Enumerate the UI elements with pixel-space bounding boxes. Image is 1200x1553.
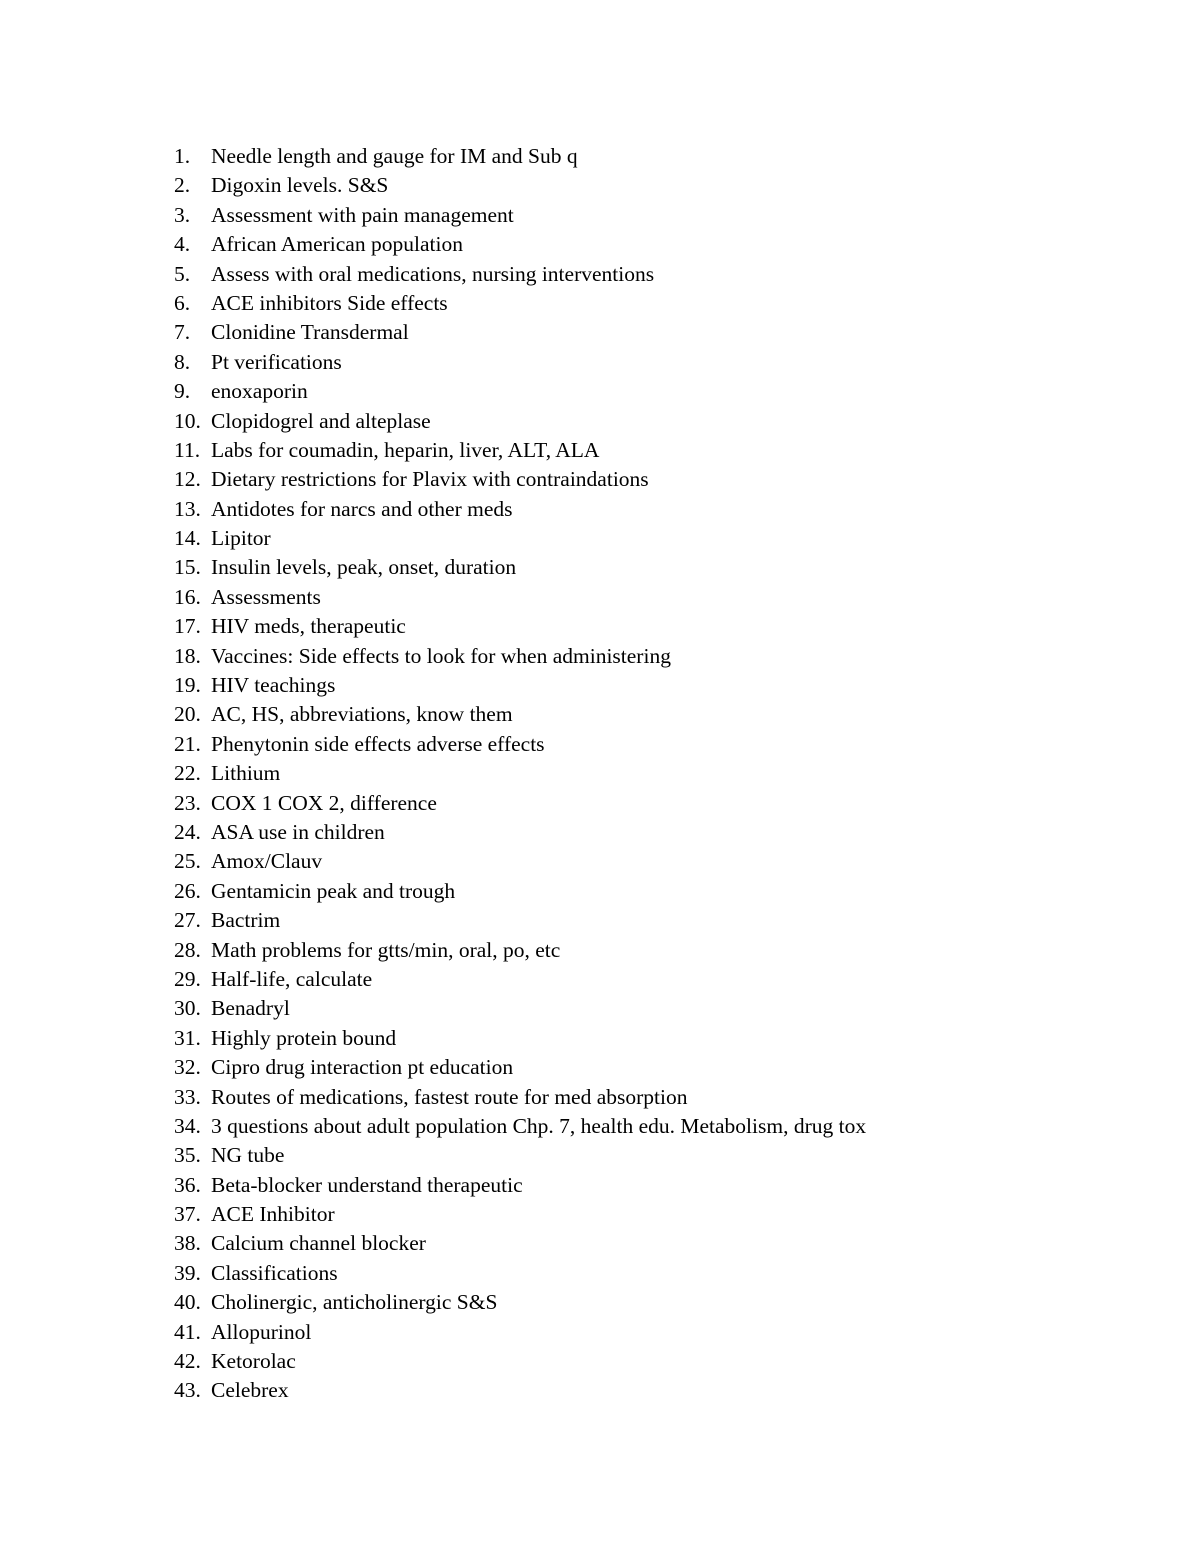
list-item xyxy=(174,377,866,406)
list-item-text: Assessments xyxy=(211,584,321,609)
list-item-number: 23. xyxy=(174,790,201,815)
list-item-text: HIV meds, therapeutic xyxy=(211,614,406,639)
list-item xyxy=(174,759,866,788)
list-item-text: Insulin levels, peak, onset, duration xyxy=(211,555,517,580)
list-item-text: ASA use in children xyxy=(211,819,385,844)
list-item xyxy=(174,289,866,318)
list-item xyxy=(174,847,866,876)
list-item xyxy=(174,524,866,553)
list-item-text: Beta-blocker understand therapeutic xyxy=(211,1172,523,1197)
list-item-text: ACE Inhibitor xyxy=(211,1202,335,1227)
list-item-number: 14. xyxy=(174,526,201,551)
list-item-text: Classifications xyxy=(211,1260,338,1285)
list-item xyxy=(174,1024,866,1053)
list-item-text: African American population xyxy=(211,232,463,257)
list-item-number: 9. xyxy=(174,379,191,404)
list-item-number: 21. xyxy=(174,731,201,756)
list-item xyxy=(174,1171,866,1200)
list-item xyxy=(174,318,866,347)
list-item-number: 25. xyxy=(174,849,201,874)
list-item xyxy=(174,906,866,935)
list-item-number: 36. xyxy=(174,1172,201,1197)
list-item-number: 7. xyxy=(174,320,191,345)
list-item xyxy=(174,171,866,200)
list-item-number: 4. xyxy=(174,232,191,257)
list-item xyxy=(174,436,866,465)
list-item-text: Benadryl xyxy=(211,996,290,1021)
list-item-text: Cholinergic, anticholinergic S&S xyxy=(211,1290,498,1315)
list-item xyxy=(174,1200,866,1229)
list-item-text: Routes of medications, fastest route for med absorption xyxy=(211,1084,688,1109)
list-item-number: 20. xyxy=(174,702,201,727)
list-item xyxy=(174,818,866,847)
list-item xyxy=(174,1347,866,1376)
list-item-number: 31. xyxy=(174,1025,201,1050)
list-item xyxy=(174,877,866,906)
list-item-number: 17. xyxy=(174,614,201,639)
list-item-number: 40. xyxy=(174,1290,201,1315)
list-item-text: Half-life, calculate xyxy=(211,966,373,991)
list-item-number: 41. xyxy=(174,1319,201,1344)
list-item xyxy=(174,1229,866,1258)
list-item xyxy=(174,1376,866,1405)
list-item-text: Lithium xyxy=(211,761,281,786)
list-item-text: Gentamicin peak and trough xyxy=(211,878,456,903)
list-item-text: Pt verifications xyxy=(211,349,342,374)
list-item-number: 2. xyxy=(174,173,191,198)
list-item xyxy=(174,642,866,671)
list-item-number: 8. xyxy=(174,349,191,374)
list-item-text: Needle length and gauge for IM and Sub q xyxy=(211,144,578,168)
list-item xyxy=(174,1318,866,1347)
list-item-number: 15. xyxy=(174,555,201,580)
list-item-text: HIV teachings xyxy=(211,673,336,698)
list-item-text: Dietary restrictions for Plavix with contraindations xyxy=(211,467,649,492)
list-item-number: 1. xyxy=(174,144,191,168)
list-item-number: 11. xyxy=(174,437,201,462)
list-item xyxy=(174,407,866,436)
list-item-number: 10. xyxy=(174,408,201,433)
list-item-text: Lipitor xyxy=(211,526,271,551)
list-item-text: Vaccines: Side effects to look for when administering xyxy=(211,643,671,668)
list-item xyxy=(174,965,866,994)
list-item-text: ACE inhibitors Side effects xyxy=(211,290,448,315)
list-item-number: 28. xyxy=(174,937,201,962)
list-item xyxy=(174,495,866,524)
list-item-text: Celebrex xyxy=(211,1378,289,1403)
list-item-number: 3. xyxy=(174,202,191,227)
list-item xyxy=(174,553,866,582)
list-item-text: Cipro drug interaction pt education xyxy=(211,1055,514,1080)
list-item-number: 29. xyxy=(174,966,201,991)
list-item-text: Math problems for gtts/min, oral, po, etc xyxy=(211,937,561,962)
list-item-number: 32. xyxy=(174,1055,201,1080)
list-item-number: 27. xyxy=(174,908,201,933)
list-item xyxy=(174,465,866,494)
list-item-text: enoxaporin xyxy=(211,379,308,404)
list-item-number: 22. xyxy=(174,761,201,786)
list-item xyxy=(174,583,866,612)
list-item xyxy=(174,994,866,1023)
list-item xyxy=(174,700,866,729)
list-item xyxy=(174,348,866,377)
list-item-number: 18. xyxy=(174,643,201,668)
list-item-number: 16. xyxy=(174,584,201,609)
list-item xyxy=(174,1141,866,1170)
list-item-text: Bactrim xyxy=(211,908,281,933)
list-item-number: 30. xyxy=(174,996,201,1021)
study-topic-list xyxy=(174,142,866,1406)
list-item xyxy=(174,1259,866,1288)
list-item-number: 12. xyxy=(174,467,201,492)
list-item-text: Digoxin levels. S&S xyxy=(211,173,389,198)
list-item-text: NG tube xyxy=(211,1143,285,1168)
list-item-number: 35. xyxy=(174,1143,201,1168)
list-item xyxy=(174,201,866,230)
list-item xyxy=(174,1288,866,1317)
list-item-number: 33. xyxy=(174,1084,201,1109)
list-item xyxy=(174,1053,866,1082)
list-item-text: Assess with oral medications, nursing interventions xyxy=(211,261,655,286)
list-item xyxy=(174,230,866,259)
list-item-number: 37. xyxy=(174,1202,201,1227)
list-item-text: 3 questions about adult population Chp. 7, health edu. Metabolism, drug tox xyxy=(211,1113,867,1138)
list-item-text: Clonidine Transdermal xyxy=(211,320,409,345)
list-item-number: 24. xyxy=(174,819,201,844)
list-item-text: Allopurinol xyxy=(211,1319,312,1344)
list-item-number: 42. xyxy=(174,1349,201,1374)
list-item-number: 13. xyxy=(174,496,201,521)
list-item-number: 6. xyxy=(174,290,191,315)
list-item-text: Calcium channel blocker xyxy=(211,1231,426,1256)
list-item-text: Labs for coumadin, heparin, liver, ALT, ALA xyxy=(211,437,600,462)
list-item xyxy=(174,1112,866,1141)
list-item-text: AC, HS, abbreviations, know them xyxy=(211,702,513,727)
list-item xyxy=(174,612,866,641)
list-item-text: Clopidogrel and alteplase xyxy=(211,408,431,433)
list-item-number: 34. xyxy=(174,1113,201,1138)
list-item xyxy=(174,730,866,759)
list-item-number: 19. xyxy=(174,673,201,698)
list-item-number: 5. xyxy=(174,261,191,286)
list-item xyxy=(174,142,866,171)
list-item-number: 26. xyxy=(174,878,201,903)
list-item xyxy=(174,936,866,965)
list-item-text: Assessment with pain management xyxy=(211,202,514,227)
list-item xyxy=(174,671,866,700)
list-item-text: Ketorolac xyxy=(211,1349,296,1374)
list-item-text: Highly protein bound xyxy=(211,1025,397,1050)
list-item xyxy=(174,1083,866,1112)
list-item-text: COX 1 COX 2, difference xyxy=(211,790,437,815)
list-item-number: 38. xyxy=(174,1231,201,1256)
list-item-text: Phenytonin side effects adverse effects xyxy=(211,731,545,756)
list-item-number: 39. xyxy=(174,1260,201,1285)
list-item-text: Antidotes for narcs and other meds xyxy=(211,496,513,521)
list-item xyxy=(174,789,866,818)
list-item xyxy=(174,260,866,289)
list-item-text: Amox/Clauv xyxy=(211,849,323,874)
list-item-number: 43. xyxy=(174,1378,201,1403)
